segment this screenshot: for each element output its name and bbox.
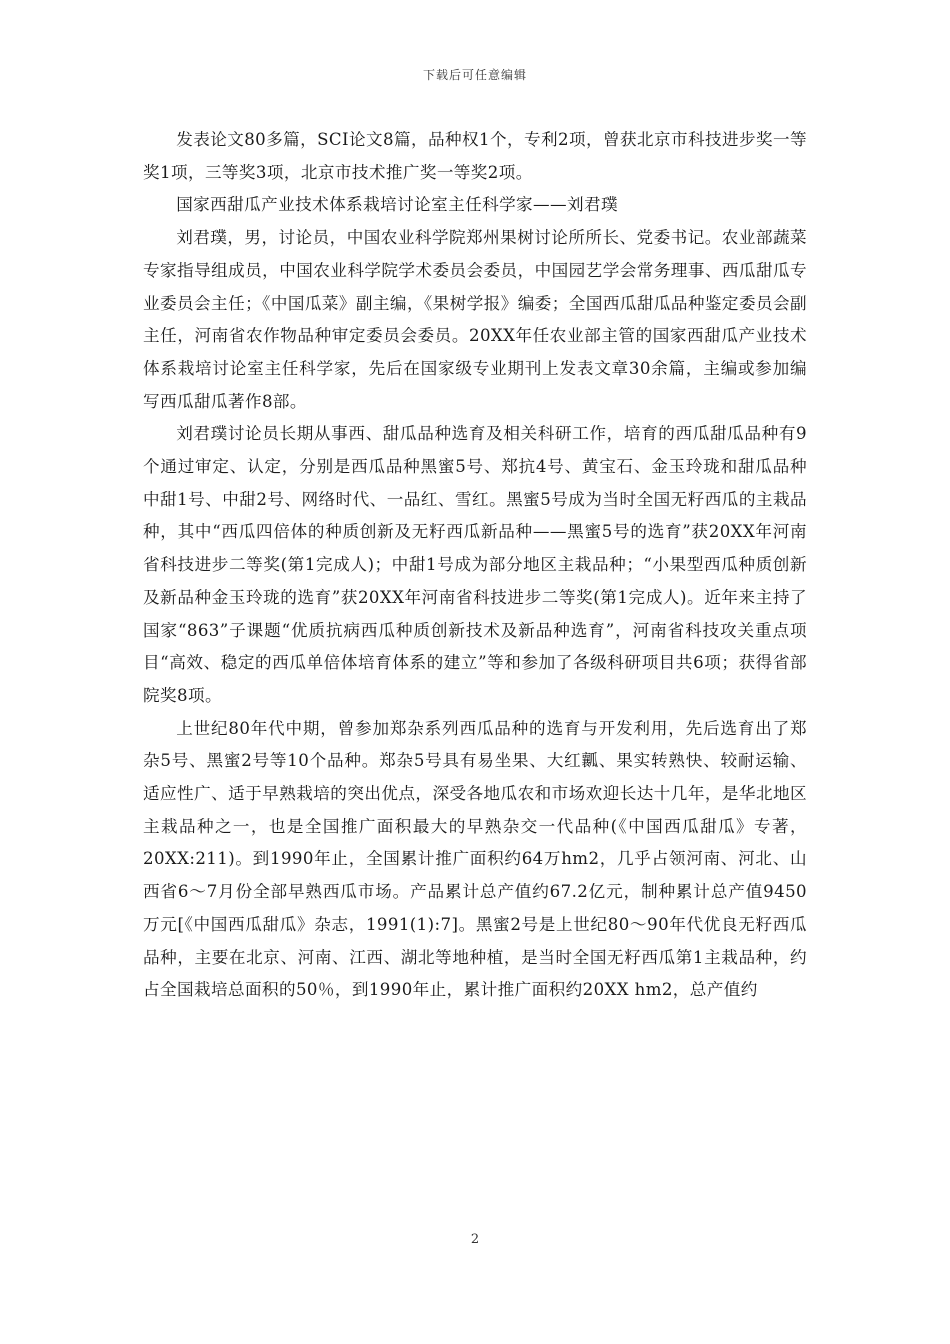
paragraph-biography: 刘君璞，男，讨论员，中国农业科学院郑州果树讨论所所长、党委书记。农业部蔬菜专家指导组成员，中国农业科学院学术委员会委员，中国园艺学会常务理事、西瓜甜瓜专业委员会主任；《中国瓜菜》副主编，《果树学报》编委；全国西瓜甜瓜品种鉴定委员会副主任，河南省农作物品种审定委员会委员。20XX年任农业部主管的国家西甜瓜产业技术体系栽培讨论室主任科学家，先后在国家级专业期刊上发表文章30余篇，主编或参加编写西瓜甜瓜著作8部。 — [143, 228, 807, 411]
document-body — [143, 124, 807, 1007]
paragraph-history: 上世纪80年代中期，曾参加郑杂系列西瓜品种的选育与开发利用，先后选育出了郑杂5号、黑蜜2号等10个品种。郑杂5号具有易坐果、大红瓤、果实转熟快、较耐运输、适应性广、适于早熟栽培的突出优点，深受各地瓜农和市场欢迎长达十几年，是华北地区主栽品种之一，也是全国推广面积最大的早熟杂交一代品种(《中国西瓜甜瓜》专著，20XX:211)。到1990年止，全国累计推广面积约64万hm2，几乎占领河南、河北、山西省6～7月份全部早熟西瓜市场。产品累计总产值约67.2亿元，制种累计总产值9450万元[《中国西瓜甜瓜》杂志，1991(1):7]。黑蜜2号是上世纪80～90年代优良无籽西瓜品种，主要在北京、河南、江西、湖北等地种植，是当时全国无籽西瓜第1主栽品种，约占全国栽培总面积的50％，到1990年止，累计推广面积约20XX hm2，总产值约 — [143, 718, 807, 1000]
paragraph-awards: 发表论文80多篇，SCI论文8篇，品种权1个，专利2项，曾获北京市科技进步奖一等奖1项，三等奖3项，北京市技术推广奖一等奖2项。 — [143, 130, 807, 182]
paragraph-research: 刘君璞讨论员长期从事西、甜瓜品种选育及相关科研工作，培育的西瓜甜瓜品种有9个通过审定、认定，分别是西瓜品种黑蜜5号、郑抗4号、黄宝石、金玉玲珑和甜瓜品种中甜1号、中甜2号、网络时代、一品红、雪红。黑蜜5号成为当时全国无籽西瓜的主栽品种，其中“西瓜四倍体的种质创新及无籽西瓜新品种——黑蜜5号的选育”获20XX年河南省科技进步二等奖(第1完成人)；中甜1号成为部分地区主栽品种；“小果型西瓜种质创新及新品种金玉玲珑的选育”获20XX年河南省科技进步二等奖(第1完成人)。近年来主持了国家“863”子课题“优质抗病西瓜种质创新技术及新品种选育”，河南省科技攻关重点项目“高效、稳定的西瓜单倍体培育体系的建立”等和参加了各级科研项目共6项；获得省部院奖8项。 — [143, 424, 807, 705]
page-number: 2 — [470, 1232, 480, 1247]
paragraph-section-title: 国家西甜瓜产业技术体系栽培讨论室主任科学家——刘君璞 — [176, 195, 619, 215]
page-header: 下载后可任意编辑 — [422, 68, 527, 82]
